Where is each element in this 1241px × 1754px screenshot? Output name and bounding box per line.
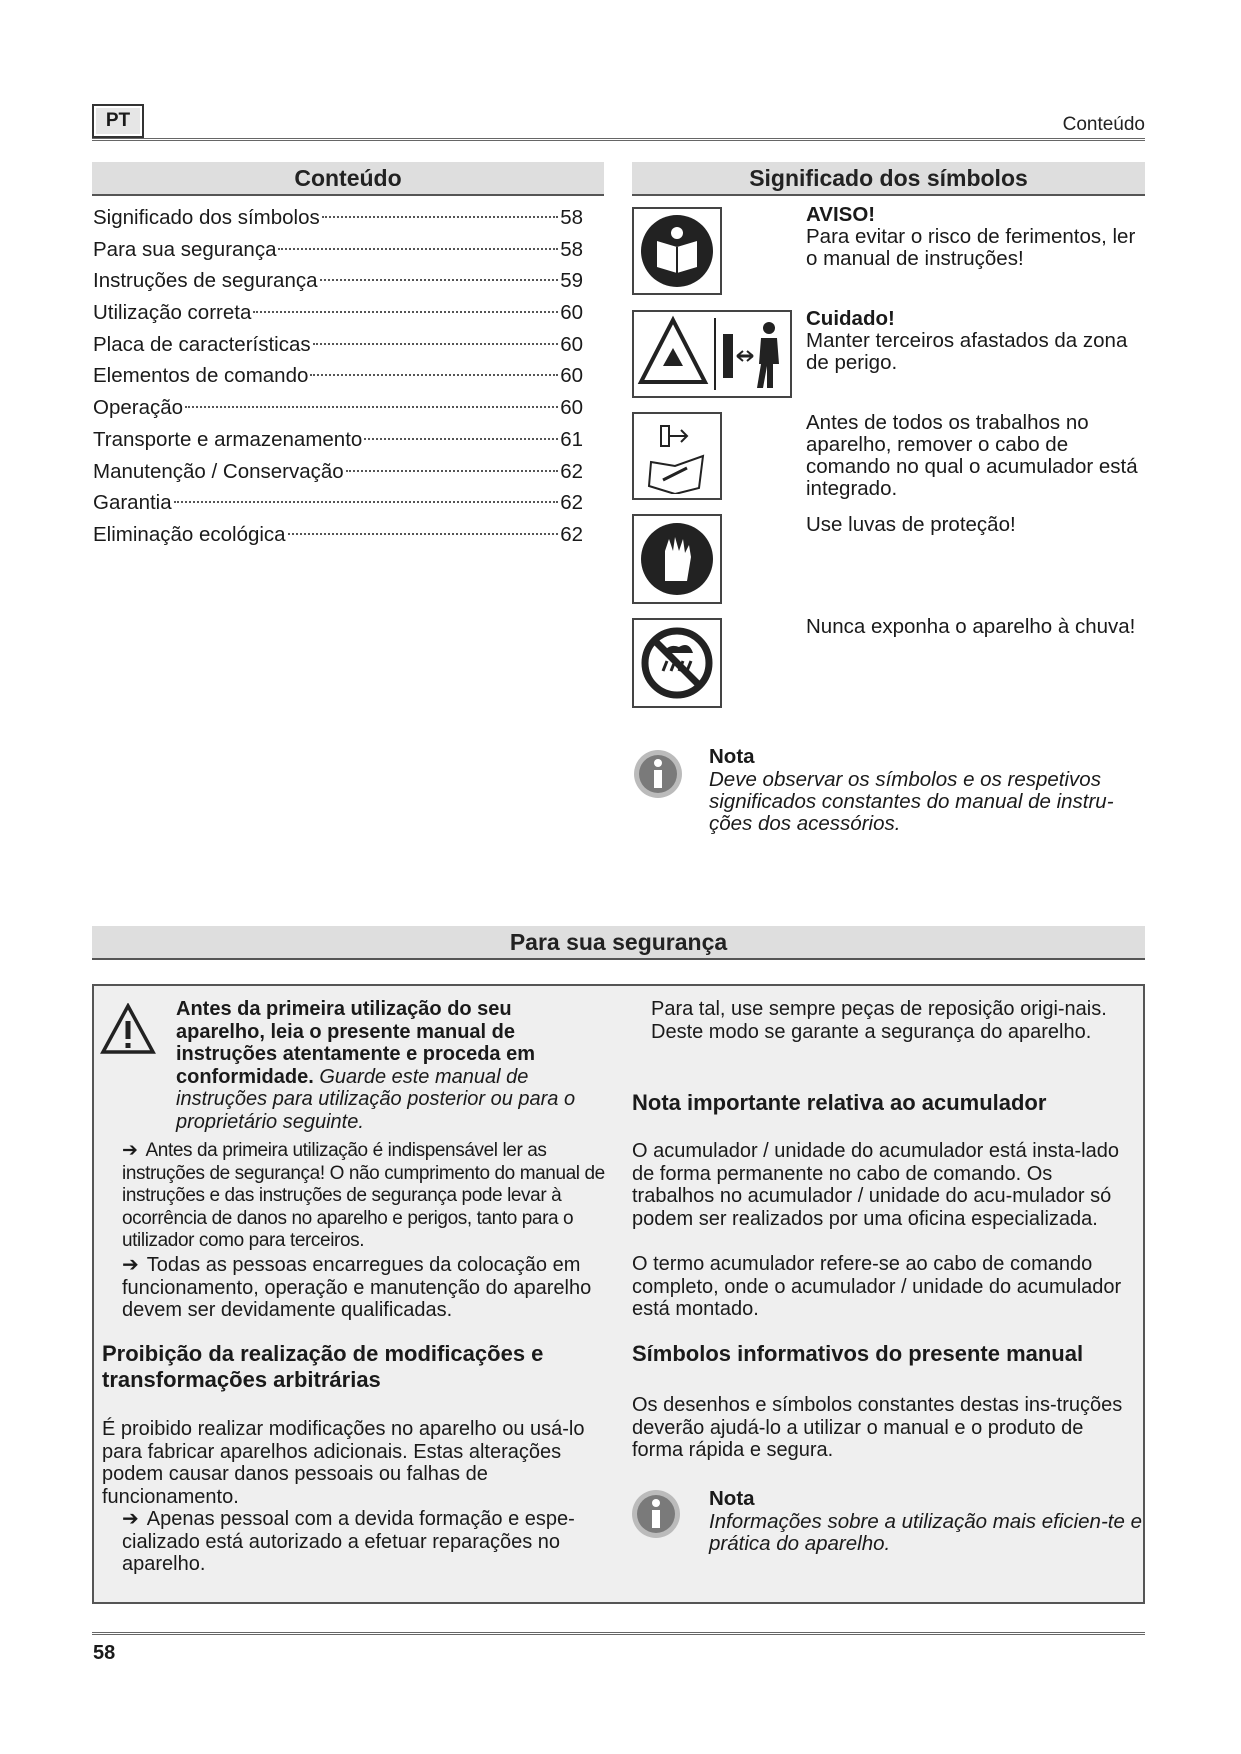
toc-item-title: Garantia xyxy=(93,491,172,515)
toc-item xyxy=(93,456,583,488)
battery-text-2: O termo acumulador refere-se ao cabo de comando completo, onde o acumulador / unidade do acumulador está montado. xyxy=(632,1253,1122,1320)
language-badge: PT xyxy=(92,104,144,138)
toc-heading: Conteúdo xyxy=(92,162,604,196)
toc-item xyxy=(93,297,583,329)
toc-item-title: Placa de características xyxy=(93,332,311,356)
warning-symbol-text: AVISO! Para evitar o risco de ferimentos, ler o manual de instruções! xyxy=(806,203,1136,270)
prohibition-text: É proibido realizar modificações no aparelho ou usá-lo para fabricar aparelhos adicionais. Estas alterações podem causar danos pessoais ou falhas de funcionamento. xyxy=(102,1418,585,1508)
info-symbols-heading: Símbolos informativos do presente manual xyxy=(632,1341,1084,1366)
toc-item-title: Manutenção / Conservação xyxy=(93,459,344,483)
toc-item-title: Instruções de segurança xyxy=(93,269,318,293)
toc-list xyxy=(93,202,583,551)
toc-item-title: Elementos de comando xyxy=(93,364,309,388)
toc-item-page: 62 xyxy=(560,459,583,483)
info-icon xyxy=(630,1488,682,1540)
arrow-icon: ➔ xyxy=(122,1140,138,1161)
footer-divider xyxy=(92,1632,1145,1635)
toc-item xyxy=(93,234,583,266)
remove-cable-icon xyxy=(632,412,722,500)
battery-heading: Nota importante relativa ao acumulador xyxy=(632,1090,1047,1115)
toc-item-title: Significado dos símbolos xyxy=(93,206,320,229)
symbols-heading: Significado dos símbolos xyxy=(632,162,1145,196)
toc-leader-dots xyxy=(322,216,558,218)
gloves-text: Use luvas de proteção! xyxy=(806,513,1016,536)
toc-item-title: Utilização correta xyxy=(93,301,252,325)
toc-item xyxy=(93,360,583,392)
keep-distance-icon xyxy=(632,310,792,398)
toc-leader-dots xyxy=(185,406,558,408)
toc-item-page: 60 xyxy=(560,396,583,420)
toc-item xyxy=(93,424,583,456)
caution-symbol-text: Cuidado! Manter terceiros afastados da zona de perigo. xyxy=(806,307,1128,374)
toc-item-title: Para sua segurança xyxy=(93,237,277,261)
header-section-title: Conteúdo xyxy=(1062,114,1145,135)
toc-item-page: 61 xyxy=(560,427,583,451)
toc-leader-dots xyxy=(320,279,559,281)
toc-leader-dots xyxy=(364,438,558,440)
toc-item xyxy=(93,519,583,551)
toc-leader-dots xyxy=(346,470,558,472)
prohibition-bullet: ➔ Apenas pessoal com a devida formação e espe-cializado está autorizado a efetuar reparações no aparelho. xyxy=(122,1508,575,1575)
toc-item-page: 60 xyxy=(560,364,583,388)
note-title: Nota xyxy=(709,745,755,768)
safety-bullet-2: ➔ Todas as pessoas encarregues da colocação em funcionamento, operação e manutenção do aparelho devem ser devidamente qualificadas. xyxy=(122,1254,592,1321)
read-manual-icon xyxy=(632,207,722,295)
spare-parts-text: Para tal, use sempre peças de reposição origi-nais. Deste modo se garante a segurança do aparelho. xyxy=(651,998,1107,1043)
toc-item-title: Eliminação ecológica xyxy=(93,522,286,546)
toc-item-title: Transporte e armazenamento xyxy=(93,427,363,451)
info-icon xyxy=(632,748,684,800)
toc-item xyxy=(93,329,583,361)
toc-leader-dots xyxy=(253,311,558,313)
safety-heading: Para sua segurança xyxy=(92,926,1145,960)
note-title: Nota xyxy=(709,1487,755,1510)
toc-item xyxy=(93,265,583,297)
toc-item-page: 62 xyxy=(560,522,583,546)
no-rain-icon xyxy=(632,618,722,708)
toc-leader-dots xyxy=(310,374,558,376)
rain-text: Nunca exponha o aparelho à chuva! xyxy=(806,615,1136,638)
prohibition-heading: Proibição da realização de modificações e transformações arbitrárias xyxy=(102,1341,544,1392)
safety-note xyxy=(709,1487,1149,1555)
header-divider xyxy=(92,138,1145,141)
toc-item-page: 58 xyxy=(560,237,583,261)
toc-leader-dots xyxy=(288,533,559,535)
toc-leader-dots xyxy=(174,501,559,503)
safety-intro: Antes da primeira utilização do seu aparelho, leia o presente manual de instruções atentamente e proceda em conformidade. Guarde este manual de instruções para utilização posterior ou para o proprietário seguinte. xyxy=(176,998,576,1133)
info-symbols-text: Os desenhos e símbolos constantes destas ins-truções deverão ajudá-lo a utilizar o manual e o produto de forma rápida e segura. xyxy=(632,1394,1123,1461)
toc-item-page: 62 xyxy=(560,491,583,515)
toc-item xyxy=(93,487,583,519)
arrow-icon: ➔ xyxy=(122,1254,139,1276)
page-number: 58 xyxy=(93,1642,116,1664)
safety-bullet-1: ➔ Antes da primeira utilização é indispensável ler as instruções de segurança! O não cumprimento do manual de instruções e das instruções de segurança pode levar à ocorrência de danos no aparelho e perigos, tanto para o utilizador como para terceiros. xyxy=(122,1140,605,1251)
toc-item-page: 60 xyxy=(560,301,583,325)
symbols-note xyxy=(709,745,1149,835)
note-body: Informações sobre a utilização mais eficien-te e prática do aparelho. xyxy=(709,1510,1142,1555)
toc-item xyxy=(93,392,583,424)
toc-leader-dots xyxy=(313,343,559,345)
toc-item xyxy=(93,202,583,234)
gloves-icon xyxy=(632,514,722,604)
arrow-icon: ➔ xyxy=(122,1508,139,1530)
note-body: Deve observar os símbolos e os respetivos significados constantes do manual de instru-ções dos acessórios. xyxy=(709,768,1114,835)
toc-item-page: 58 xyxy=(560,206,583,229)
toc-item-page: 60 xyxy=(560,332,583,356)
toc-item-title: Operação xyxy=(93,396,184,420)
toc-leader-dots xyxy=(278,248,558,250)
toc-item-page: 59 xyxy=(560,269,583,293)
warning-triangle-icon xyxy=(100,1003,156,1055)
battery-text-1: O acumulador / unidade do acumulador está insta-lado de forma permanente no cabo de comando. Os trabalhos no acumulador / unidade do acu-mulador só podem ser realizados por uma oficina especializada. xyxy=(632,1140,1119,1230)
remove-cable-text: Antes de todos os trabalhos no aparelho, remover o cabo de comando no qual o acumulador está integrado. xyxy=(806,411,1138,500)
